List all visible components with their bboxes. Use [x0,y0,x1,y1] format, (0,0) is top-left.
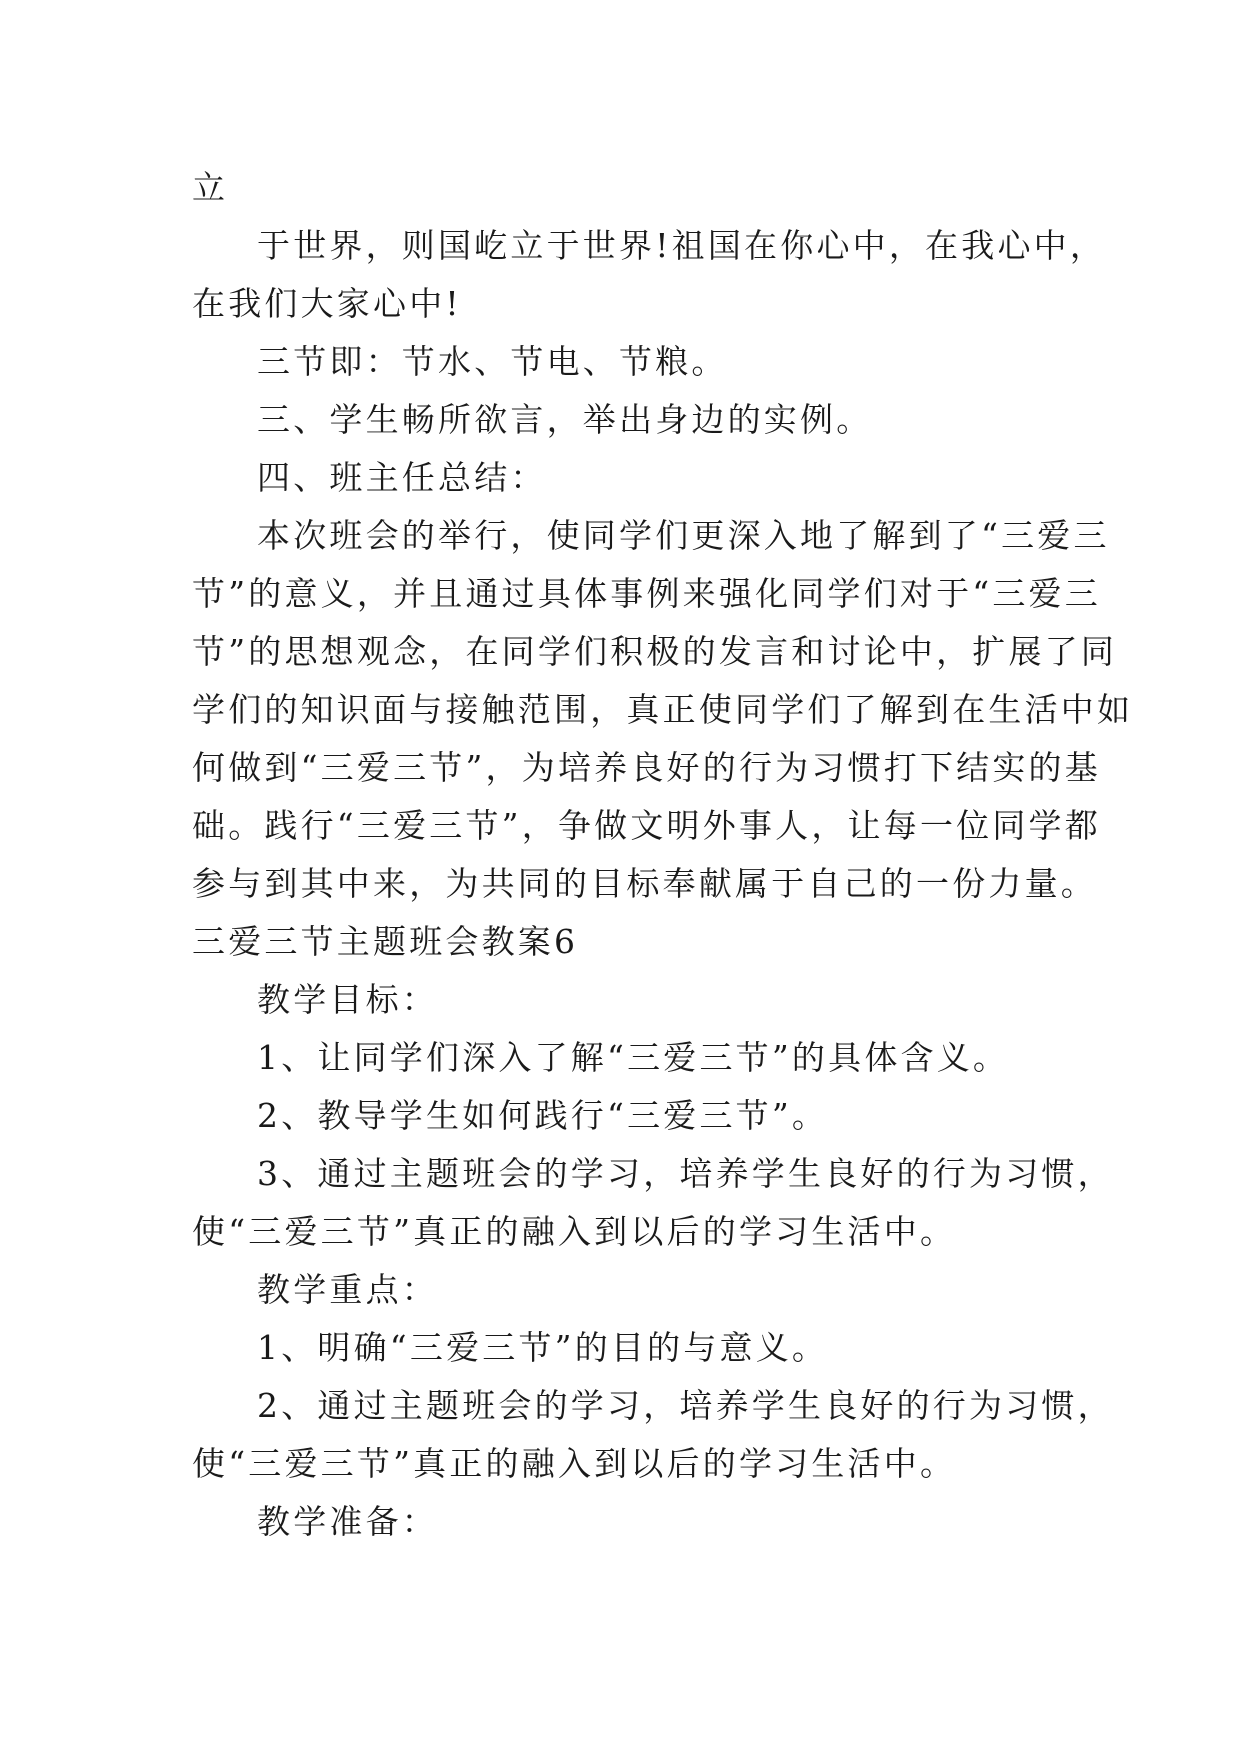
text-line: 2、教导学生如何践行“三爱三节”。 [257,1096,829,1135]
text-line: 四、班主任总结： [257,458,547,497]
text-line: 于世界，则国屹立于世界!祖国在你心中，在我心中， [257,226,1107,265]
text-line: 本次班会的举行，使同学们更深入地了解到了“三爱三 [257,516,1110,555]
text-line: 础。践行“三爱三节”，争做文明外事人，让每一位同学都 [192,806,1101,845]
text-line: 1、明确“三爱三节”的目的与意义。 [257,1328,829,1367]
text-line: 3、通过主题班会的学习，培养学生良好的行为习惯， [257,1154,1114,1193]
text-line: 在我们大家心中! [192,284,462,323]
text-line: 节”的意义，并且通过具体事例来强化同学们对于“三爱三 [192,574,1101,613]
text-line: 使“三爱三节”真正的融入到以后的学习生活中。 [192,1444,957,1483]
section-title: 三爱三节主题班会教案6 [192,922,579,961]
text-line: 1、让同学们深入了解“三爱三节”的具体含义。 [257,1038,1010,1077]
text-line: 三、学生畅所欲言，举出身边的实例。 [257,400,873,439]
text-line: 使“三爱三节”真正的融入到以后的学习生活中。 [192,1212,957,1251]
text-line: 立 [192,168,229,207]
text-line: 参与到其中来，为共同的目标奉献属于自己的一份力量。 [192,864,1097,903]
text-line: 学们的知识面与接触范围，真正使同学们了解到在生活中如 [192,690,1134,729]
text-line: 教学重点： [257,1270,438,1309]
text-line: 三节即：节水、节电、节粮。 [257,342,728,381]
text-line: 教学准备： [257,1502,438,1541]
text-line: 教学目标： [257,980,438,1019]
text-line: 节”的思想观念，在同学们积极的发言和讨论中，扩展了同 [192,632,1118,671]
text-line: 2、通过主题班会的学习，培养学生良好的行为习惯， [257,1386,1114,1425]
text-line: 何做到“三爱三节”，为培养良好的行为习惯打下结实的基 [192,748,1101,787]
